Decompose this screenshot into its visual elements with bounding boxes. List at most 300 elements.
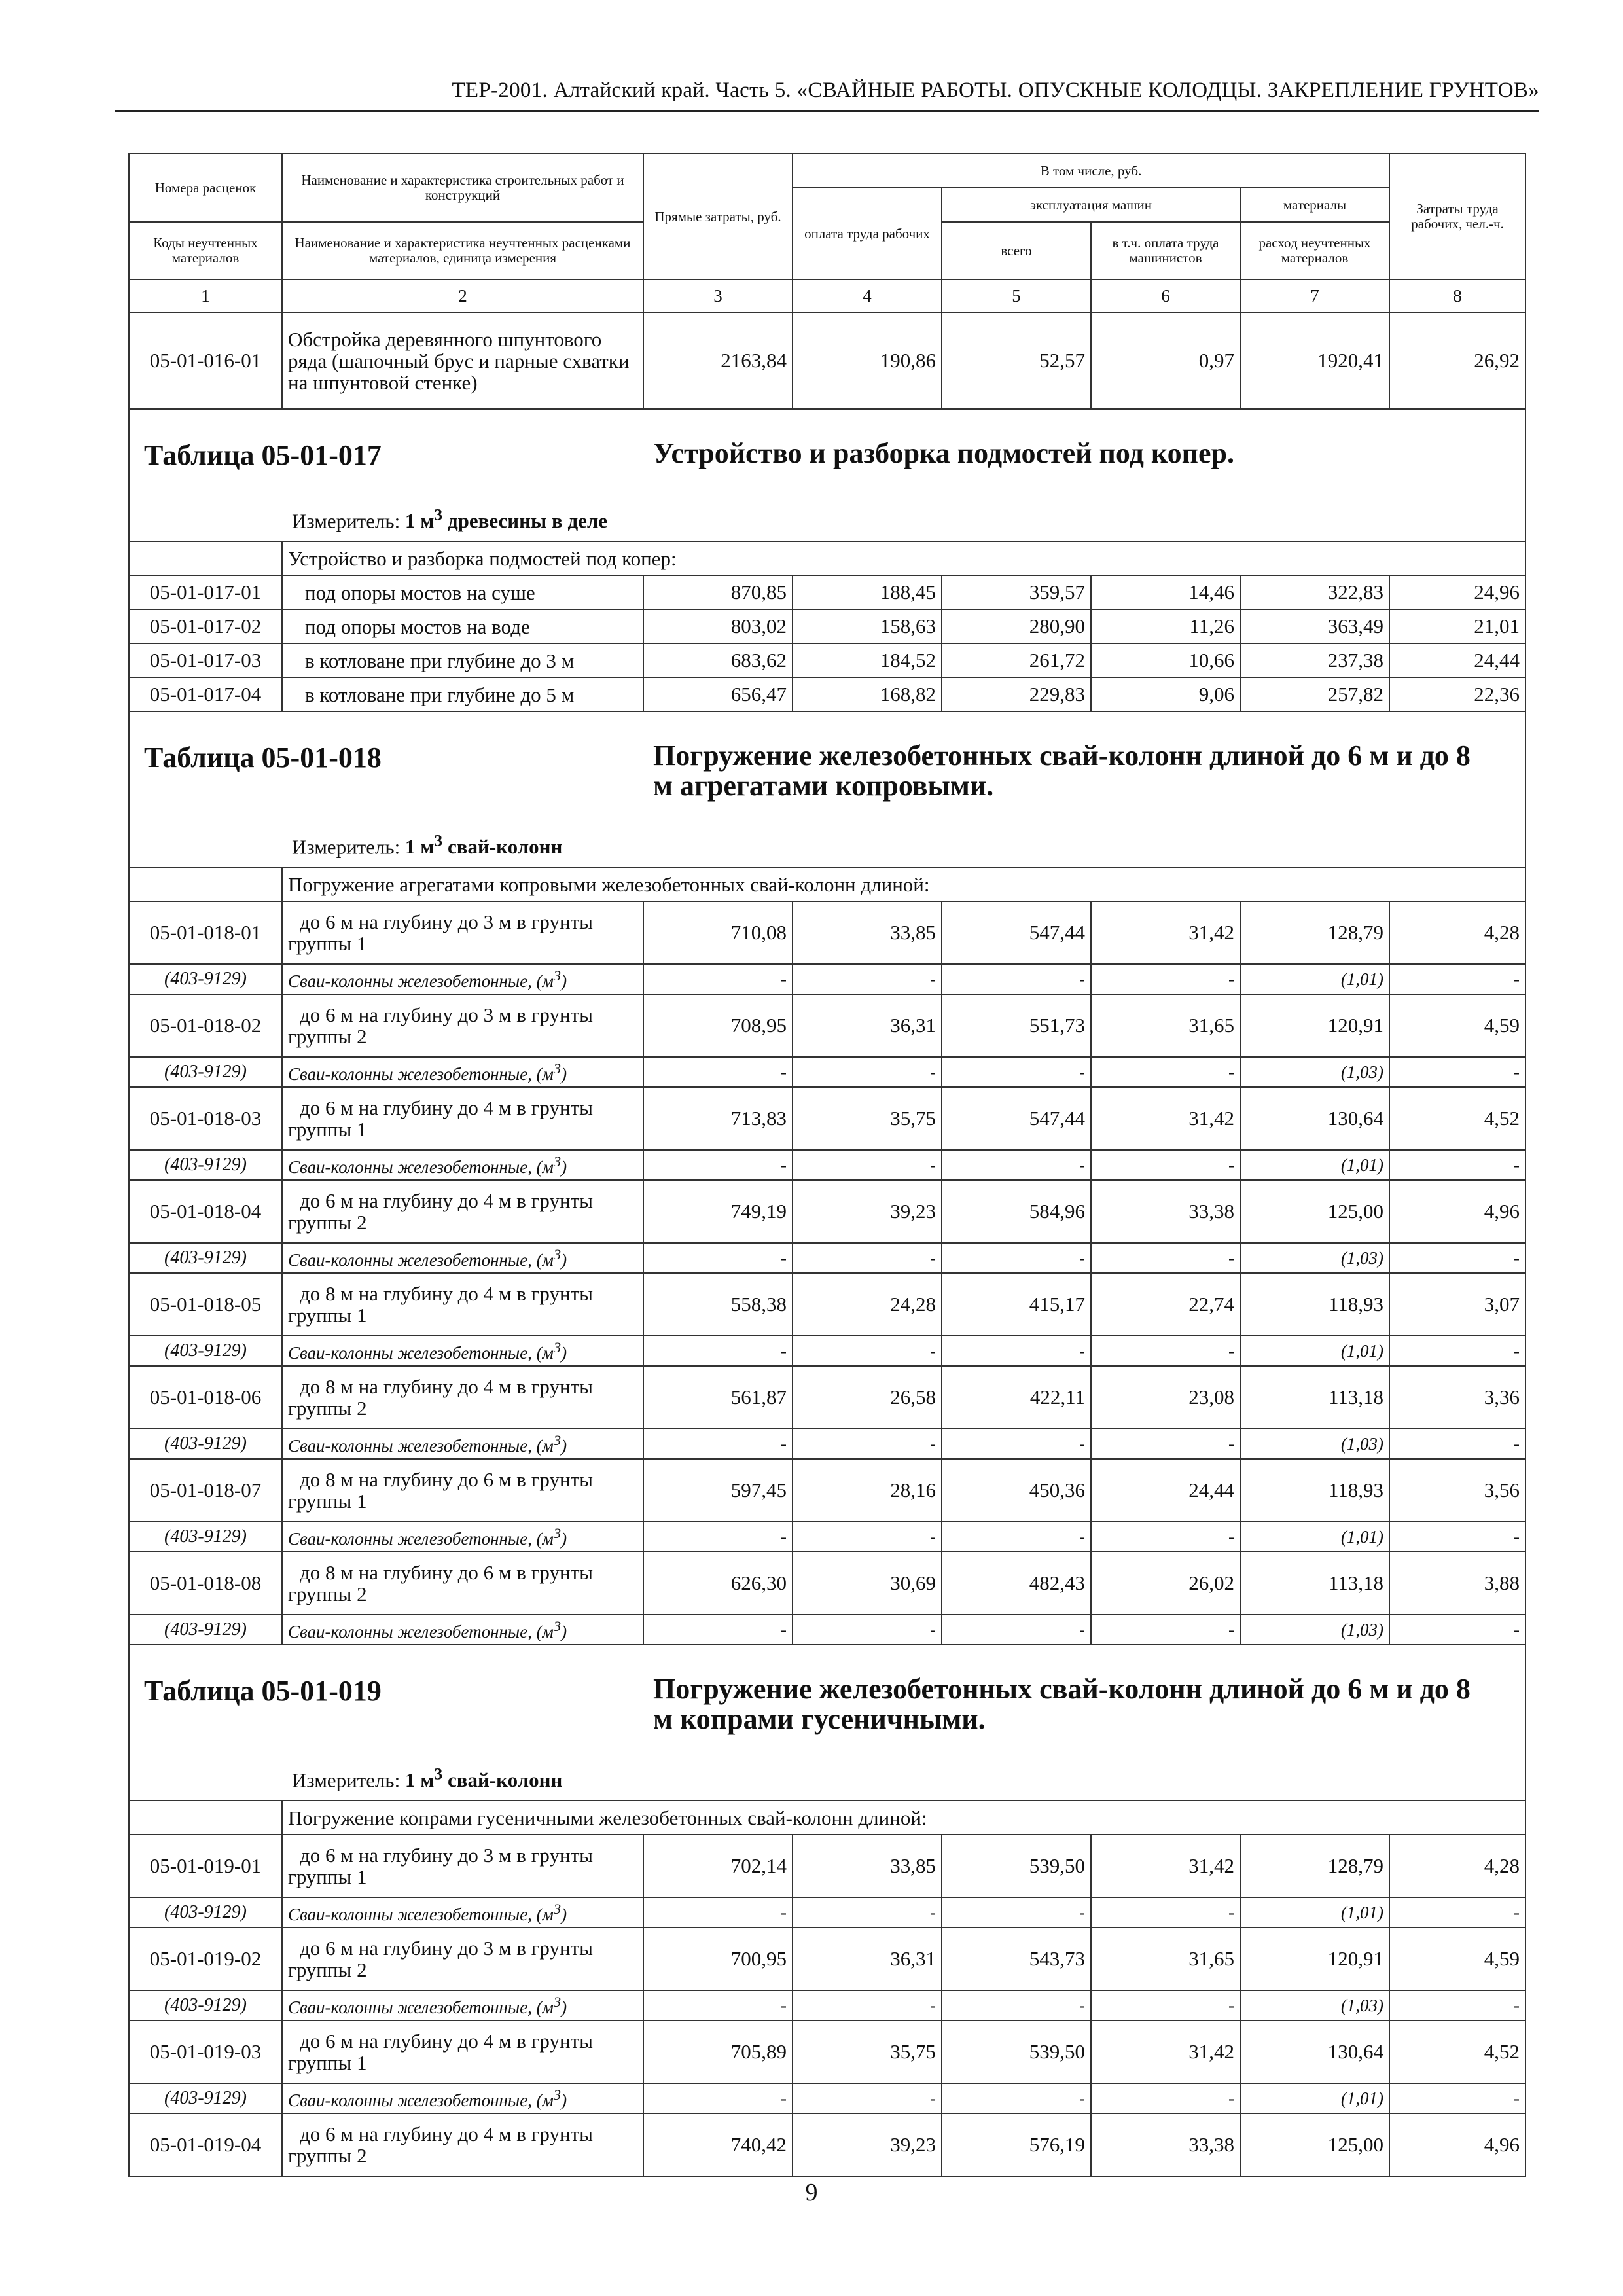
labor-hours: 4,52 bbox=[1389, 1087, 1525, 1150]
rate-code: 05-01-018-01 bbox=[129, 901, 282, 964]
subheading-row bbox=[129, 541, 1525, 575]
machines-operators: 31,42 bbox=[1091, 901, 1240, 964]
rate-name: до 6 м на глубину до 4 м в грунты группы 1 bbox=[282, 2020, 643, 2083]
table-title: Погружение железобетонных свай-колонн длиной до 6 м и до 8 м агрегатами копровыми. bbox=[653, 740, 1471, 802]
material-quantity: (1,03) bbox=[1240, 1243, 1389, 1273]
table-number: Таблица 05-01-018 bbox=[144, 742, 382, 774]
material-dash: - bbox=[1091, 964, 1240, 994]
machines-operators: 23,08 bbox=[1091, 1366, 1240, 1429]
material-unit-exponent: 3 bbox=[553, 1246, 562, 1263]
material-dash: - bbox=[1091, 1336, 1240, 1366]
rate-code: 05-01-016-01 bbox=[129, 312, 282, 409]
column-numbers-row bbox=[129, 279, 1525, 312]
machines-operators: 11,26 bbox=[1091, 609, 1240, 643]
material-dash: - bbox=[942, 1615, 1091, 1645]
col-number: 4 bbox=[793, 279, 942, 312]
labor-pay: 26,58 bbox=[793, 1366, 942, 1429]
material-dash: - bbox=[1389, 1990, 1525, 2020]
material-unit-exponent: 3 bbox=[553, 1060, 562, 1077]
running-head: ТЕР-2001. Алтайский край. Часть 5. «СВАЙНЫЕ РАБОТЫ. ОПУСКНЫЕ КОЛОДЦЫ. ЗАКРЕПЛЕНИЕ ГРУНТОВ» bbox=[115, 71, 1539, 112]
material-dash: - bbox=[1389, 1057, 1525, 1087]
material-dash: - bbox=[942, 1057, 1091, 1087]
material-row bbox=[129, 1990, 1525, 2020]
table-row bbox=[129, 901, 1525, 964]
rate-code: 05-01-018-02 bbox=[129, 994, 282, 1057]
direct-costs: 870,85 bbox=[643, 575, 793, 609]
material-row bbox=[129, 1057, 1525, 1087]
table-row bbox=[129, 575, 1525, 609]
material-unit-close: ) bbox=[561, 1435, 567, 1456]
material-unit-exponent: 3 bbox=[553, 1524, 562, 1541]
table-caption bbox=[129, 409, 1525, 541]
labor-pay: 158,63 bbox=[793, 609, 942, 643]
labor-pay: 36,31 bbox=[793, 1928, 942, 1990]
material-dash: - bbox=[942, 1990, 1091, 2020]
material-dash: - bbox=[1389, 1336, 1525, 1366]
empty-cell bbox=[129, 541, 282, 575]
rate-name: до 8 м на глубину до 6 м в грунты группы 1 bbox=[282, 1459, 643, 1522]
table-title: Погружение железобетонных свай-колонн длиной до 6 м и до 8 м копрами гусеничными. bbox=[653, 1673, 1471, 1735]
material-dash: - bbox=[942, 2083, 1091, 2113]
material-name bbox=[282, 1150, 643, 1180]
material-quantity: (1,01) bbox=[1240, 1897, 1389, 1928]
material-code: (403-9129) bbox=[129, 1150, 282, 1180]
machines-operators: 14,46 bbox=[1091, 575, 1240, 609]
material-quantity: (1,03) bbox=[1240, 1057, 1389, 1087]
material-quantity: (1,01) bbox=[1240, 2083, 1389, 2113]
table-row bbox=[129, 1273, 1525, 1336]
material-dash: - bbox=[793, 1615, 942, 1645]
table-row bbox=[129, 677, 1525, 711]
labor-hours: 4,59 bbox=[1389, 1928, 1525, 1990]
labor-hours: 4,59 bbox=[1389, 994, 1525, 1057]
rate-code: 05-01-018-07 bbox=[129, 1459, 282, 1522]
labor-hours: 24,96 bbox=[1389, 575, 1525, 609]
material-name bbox=[282, 964, 643, 994]
header-including: В том числе, руб. bbox=[793, 154, 1389, 188]
materials: 113,18 bbox=[1240, 1552, 1389, 1615]
material-row bbox=[129, 1336, 1525, 1366]
direct-costs: 700,95 bbox=[643, 1928, 793, 1990]
machines-total: 543,73 bbox=[942, 1928, 1091, 1990]
materials: 118,93 bbox=[1240, 1273, 1389, 1336]
rate-name: в котловане при глубине до 5 м bbox=[282, 677, 643, 711]
table-row bbox=[129, 643, 1525, 677]
machines-operators: 31,65 bbox=[1091, 1928, 1240, 1990]
material-code: (403-9129) bbox=[129, 964, 282, 994]
material-dash: - bbox=[643, 1429, 793, 1459]
material-name-text: Сваи-колонны железобетонные, (м bbox=[288, 971, 554, 991]
machines-total: 229,83 bbox=[942, 677, 1091, 711]
material-dash: - bbox=[793, 1897, 942, 1928]
direct-costs: 740,42 bbox=[643, 2113, 793, 2176]
materials: 322,83 bbox=[1240, 575, 1389, 609]
materials: 237,38 bbox=[1240, 643, 1389, 677]
material-unit-close: ) bbox=[561, 1528, 567, 1549]
table-row bbox=[129, 1928, 1525, 1990]
material-name-text: Сваи-колонны железобетонные, (м bbox=[288, 1342, 554, 1363]
machines-operators: 22,74 bbox=[1091, 1273, 1240, 1336]
rate-name: до 6 м на глубину до 3 м в грунты группы 2 bbox=[282, 994, 643, 1057]
material-dash: - bbox=[1091, 1615, 1240, 1645]
measure-label: Измеритель: bbox=[292, 1768, 401, 1791]
materials: 125,00 bbox=[1240, 1180, 1389, 1243]
material-dash: - bbox=[1091, 1243, 1240, 1273]
materials: 128,79 bbox=[1240, 1835, 1389, 1897]
table-row bbox=[129, 1552, 1525, 1615]
materials: 130,64 bbox=[1240, 2020, 1389, 2083]
labor-hours: 3,56 bbox=[1389, 1459, 1525, 1522]
direct-costs: 597,45 bbox=[643, 1459, 793, 1522]
header-material-codes: Коды неучтенных материалов bbox=[129, 222, 282, 279]
material-name-text: Сваи-колонны железобетонные, (м bbox=[288, 1064, 554, 1084]
machines-total: 422,11 bbox=[942, 1366, 1091, 1429]
labor-pay: 39,23 bbox=[793, 2113, 942, 2176]
material-unit-close: ) bbox=[561, 1997, 567, 2017]
rate-name: под опоры мостов на воде bbox=[282, 609, 643, 643]
material-dash: - bbox=[793, 1429, 942, 1459]
material-code: (403-9129) bbox=[129, 1057, 282, 1087]
machines-total: 450,36 bbox=[942, 1459, 1091, 1522]
machines-total: 547,44 bbox=[942, 901, 1091, 964]
labor-hours: 4,28 bbox=[1389, 1835, 1525, 1897]
labor-hours: 22,36 bbox=[1389, 677, 1525, 711]
material-dash: - bbox=[1389, 1615, 1525, 1645]
material-name bbox=[282, 1990, 643, 2020]
material-name-text: Сваи-колонны железобетонные, (м bbox=[288, 1997, 554, 2017]
table-caption bbox=[129, 1645, 1525, 1801]
labor-pay: 33,85 bbox=[793, 901, 942, 964]
material-dash: - bbox=[643, 1522, 793, 1552]
material-dash: - bbox=[1091, 2083, 1240, 2113]
subheading-row bbox=[129, 867, 1525, 901]
labor-hours: 3,36 bbox=[1389, 1366, 1525, 1429]
material-dash: - bbox=[793, 964, 942, 994]
page-number: 9 bbox=[805, 2179, 818, 2206]
table-row bbox=[129, 1835, 1525, 1897]
labor-hours: 4,96 bbox=[1389, 2113, 1525, 2176]
measure-exponent: 3 bbox=[434, 505, 443, 524]
labor-pay: 33,85 bbox=[793, 1835, 942, 1897]
direct-costs: 803,02 bbox=[643, 609, 793, 643]
material-dash: - bbox=[1389, 1429, 1525, 1459]
materials: 125,00 bbox=[1240, 2113, 1389, 2176]
col-number: 2 bbox=[282, 279, 643, 312]
subheading-row bbox=[129, 1801, 1525, 1835]
material-code: (403-9129) bbox=[129, 1990, 282, 2020]
rate-code: 05-01-018-04 bbox=[129, 1180, 282, 1243]
machines-total: 52,57 bbox=[942, 312, 1091, 409]
machines-total: 261,72 bbox=[942, 643, 1091, 677]
material-quantity: (1,01) bbox=[1240, 1522, 1389, 1552]
material-unit-close: ) bbox=[561, 1904, 567, 1924]
header-machines-total: всего bbox=[942, 222, 1091, 279]
direct-costs: 710,08 bbox=[643, 901, 793, 964]
table-row bbox=[129, 1087, 1525, 1150]
material-code: (403-9129) bbox=[129, 1243, 282, 1273]
material-dash: - bbox=[793, 1990, 942, 2020]
rate-name: в котловане при глубине до 3 м bbox=[282, 643, 643, 677]
direct-costs: 683,62 bbox=[643, 643, 793, 677]
col-number: 8 bbox=[1389, 279, 1525, 312]
machines-operators: 31,65 bbox=[1091, 994, 1240, 1057]
labor-pay: 190,86 bbox=[793, 312, 942, 409]
material-dash: - bbox=[793, 1243, 942, 1273]
measure-object: древесины в деле bbox=[442, 509, 608, 532]
material-row bbox=[129, 964, 1525, 994]
table-measure bbox=[292, 831, 562, 859]
material-dash: - bbox=[1389, 1150, 1525, 1180]
material-dash: - bbox=[643, 1150, 793, 1180]
material-dash: - bbox=[793, 1150, 942, 1180]
table-row bbox=[129, 994, 1525, 1057]
direct-costs: 2163,84 bbox=[643, 312, 793, 409]
direct-costs: 705,89 bbox=[643, 2020, 793, 2083]
materials: 120,91 bbox=[1240, 1928, 1389, 1990]
empty-cell bbox=[129, 867, 282, 901]
col-number: 3 bbox=[643, 279, 793, 312]
machines-total: 539,50 bbox=[942, 1835, 1091, 1897]
col-number: 1 bbox=[129, 279, 282, 312]
rate-name: до 6 м на глубину до 3 м в грунты группы 2 bbox=[282, 1928, 643, 1990]
material-row bbox=[129, 1429, 1525, 1459]
material-dash: - bbox=[942, 1243, 1091, 1273]
header-machines-operators: в т.ч. оплата труда машинистов bbox=[1091, 222, 1240, 279]
material-dash: - bbox=[942, 1897, 1091, 1928]
machines-operators: 31,42 bbox=[1091, 1087, 1240, 1150]
material-quantity: (1,03) bbox=[1240, 1615, 1389, 1645]
labor-hours: 26,92 bbox=[1389, 312, 1525, 409]
table-row bbox=[129, 1366, 1525, 1429]
rate-name: до 8 м на глубину до 6 м в грунты группы 2 bbox=[282, 1552, 643, 1615]
material-quantity: (1,01) bbox=[1240, 964, 1389, 994]
material-dash: - bbox=[942, 1336, 1091, 1366]
rate-code: 05-01-017-04 bbox=[129, 677, 282, 711]
material-row bbox=[129, 1243, 1525, 1273]
material-unit-exponent: 3 bbox=[553, 1153, 562, 1170]
measure-label: Измеритель: bbox=[292, 509, 401, 532]
labor-pay: 39,23 bbox=[793, 1180, 942, 1243]
table-measure bbox=[292, 505, 607, 533]
material-unit-close: ) bbox=[561, 1157, 567, 1177]
material-quantity: (1,01) bbox=[1240, 1336, 1389, 1366]
material-dash: - bbox=[1091, 1522, 1240, 1552]
rate-code: 05-01-018-06 bbox=[129, 1366, 282, 1429]
subheading: Устройство и разборка подмостей под копер: bbox=[282, 541, 1525, 575]
material-dash: - bbox=[643, 1336, 793, 1366]
col-number: 7 bbox=[1240, 279, 1389, 312]
measure-unit: 1 м bbox=[404, 1768, 435, 1791]
material-dash: - bbox=[1389, 1897, 1525, 1928]
machines-operators: 9,06 bbox=[1091, 677, 1240, 711]
materials: 118,93 bbox=[1240, 1459, 1389, 1522]
header-labor-pay: оплата труда рабочих bbox=[793, 188, 942, 279]
material-unit-exponent: 3 bbox=[553, 2086, 562, 2103]
direct-costs: 702,14 bbox=[643, 1835, 793, 1897]
table-row bbox=[129, 312, 1525, 409]
material-dash: - bbox=[1389, 1522, 1525, 1552]
labor-hours: 4,96 bbox=[1389, 1180, 1525, 1243]
header-materials: материалы bbox=[1240, 188, 1389, 222]
material-name bbox=[282, 1522, 643, 1552]
table-header-block bbox=[129, 409, 1525, 541]
materials: 130,64 bbox=[1240, 1087, 1389, 1150]
machines-operators: 31,42 bbox=[1091, 1835, 1240, 1897]
labor-pay: 30,69 bbox=[793, 1552, 942, 1615]
header-labor: Затраты труда рабочих, чел.-ч. bbox=[1389, 154, 1525, 279]
table-number: Таблица 05-01-017 bbox=[144, 439, 382, 471]
material-name-text: Сваи-колонны железобетонные, (м bbox=[288, 2090, 554, 2110]
material-dash: - bbox=[643, 1897, 793, 1928]
material-unit-exponent: 3 bbox=[553, 1431, 562, 1448]
material-name bbox=[282, 1243, 643, 1273]
labor-pay: 36,31 bbox=[793, 994, 942, 1057]
material-code: (403-9129) bbox=[129, 1429, 282, 1459]
material-name-text: Сваи-колонны железобетонные, (м bbox=[288, 1249, 554, 1270]
table-caption bbox=[129, 711, 1525, 867]
material-dash: - bbox=[1091, 1429, 1240, 1459]
material-dash: - bbox=[793, 1522, 942, 1552]
material-name bbox=[282, 1336, 643, 1366]
material-dash: - bbox=[643, 2083, 793, 2113]
material-code: (403-9129) bbox=[129, 1897, 282, 1928]
material-row bbox=[129, 1150, 1525, 1180]
material-dash: - bbox=[643, 1990, 793, 2020]
materials: 128,79 bbox=[1240, 901, 1389, 964]
material-unit-close: ) bbox=[561, 1621, 567, 1641]
material-row bbox=[129, 1522, 1525, 1552]
material-quantity: (1,01) bbox=[1240, 1150, 1389, 1180]
labor-hours: 4,28 bbox=[1389, 901, 1525, 964]
machines-total: 415,17 bbox=[942, 1273, 1091, 1336]
rate-name: до 6 м на глубину до 4 м в грунты группы 2 bbox=[282, 2113, 643, 2176]
machines-total: 359,57 bbox=[942, 575, 1091, 609]
material-dash: - bbox=[793, 2083, 942, 2113]
material-unit-close: ) bbox=[561, 1064, 567, 1084]
material-code: (403-9129) bbox=[129, 1336, 282, 1366]
material-unit-exponent: 3 bbox=[553, 1338, 562, 1355]
measure-unit: 1 м bbox=[404, 835, 435, 858]
materials: 113,18 bbox=[1240, 1366, 1389, 1429]
col-number: 6 bbox=[1091, 279, 1240, 312]
material-dash: - bbox=[643, 1615, 793, 1645]
labor-pay: 168,82 bbox=[793, 677, 942, 711]
table-row bbox=[129, 2113, 1525, 2176]
rate-code: 05-01-017-02 bbox=[129, 609, 282, 643]
rate-name: до 6 м на глубину до 3 м в грунты группы 1 bbox=[282, 901, 643, 964]
labor-hours: 3,88 bbox=[1389, 1552, 1525, 1615]
rate-code: 05-01-018-03 bbox=[129, 1087, 282, 1150]
measure-value bbox=[404, 1764, 563, 1791]
measure-value bbox=[404, 831, 563, 858]
material-name bbox=[282, 1615, 643, 1645]
document-body bbox=[128, 153, 1525, 2177]
header-materials-use: расход неучтенных материалов bbox=[1240, 222, 1389, 279]
machines-operators: 31,42 bbox=[1091, 2020, 1240, 2083]
labor-pay: 188,45 bbox=[793, 575, 942, 609]
material-dash: - bbox=[643, 1243, 793, 1273]
measure-value bbox=[404, 505, 608, 532]
direct-costs: 626,30 bbox=[643, 1552, 793, 1615]
material-unit-close: ) bbox=[561, 1249, 567, 1270]
material-dash: - bbox=[793, 1057, 942, 1087]
machines-total: 539,50 bbox=[942, 2020, 1091, 2083]
material-unit-exponent: 3 bbox=[553, 1993, 562, 2010]
material-dash: - bbox=[1389, 2083, 1525, 2113]
rate-code: 05-01-019-04 bbox=[129, 2113, 282, 2176]
material-dash: - bbox=[643, 964, 793, 994]
machines-operators: 33,38 bbox=[1091, 2113, 1240, 2176]
measure-exponent: 3 bbox=[434, 1764, 443, 1784]
material-unit-close: ) bbox=[561, 1342, 567, 1363]
material-unit-close: ) bbox=[561, 2090, 567, 2110]
labor-pay: 24,28 bbox=[793, 1273, 942, 1336]
material-dash: - bbox=[793, 1336, 942, 1366]
material-name bbox=[282, 1897, 643, 1928]
material-row bbox=[129, 1897, 1525, 1928]
machines-operators: 0,97 bbox=[1091, 312, 1240, 409]
rates-table bbox=[128, 153, 1526, 2177]
machines-operators: 10,66 bbox=[1091, 643, 1240, 677]
material-unit-close: ) bbox=[561, 971, 567, 991]
material-unit-exponent: 3 bbox=[553, 967, 562, 984]
header-name: Наименование и характеристика строительных работ и конструкций bbox=[282, 154, 643, 222]
material-name bbox=[282, 1057, 643, 1087]
material-dash: - bbox=[942, 1522, 1091, 1552]
material-dash: - bbox=[1091, 1057, 1240, 1087]
table-header-block bbox=[129, 711, 1525, 867]
machines-total: 280,90 bbox=[942, 609, 1091, 643]
machines-operators: 26,02 bbox=[1091, 1552, 1240, 1615]
labor-pay: 184,52 bbox=[793, 643, 942, 677]
table-row bbox=[129, 1459, 1525, 1522]
direct-costs: 713,83 bbox=[643, 1087, 793, 1150]
subheading: Погружение агрегатами копровыми железобетонных свай-колонн длиной: bbox=[282, 867, 1525, 901]
material-row bbox=[129, 2083, 1525, 2113]
machines-total: 584,96 bbox=[942, 1180, 1091, 1243]
rate-code: 05-01-019-01 bbox=[129, 1835, 282, 1897]
material-name bbox=[282, 1429, 643, 1459]
material-code: (403-9129) bbox=[129, 1522, 282, 1552]
material-dash: - bbox=[942, 1429, 1091, 1459]
measure-exponent: 3 bbox=[434, 831, 443, 850]
material-dash: - bbox=[1389, 964, 1525, 994]
rate-code: 05-01-019-03 bbox=[129, 2020, 282, 2083]
direct-costs: 749,19 bbox=[643, 1180, 793, 1243]
material-dash: - bbox=[942, 1150, 1091, 1180]
labor-pay: 35,75 bbox=[793, 1087, 942, 1150]
direct-costs: 561,87 bbox=[643, 1366, 793, 1429]
col-number: 5 bbox=[942, 279, 1091, 312]
rate-name: под опоры мостов на суше bbox=[282, 575, 643, 609]
table-row bbox=[129, 1180, 1525, 1243]
direct-costs: 656,47 bbox=[643, 677, 793, 711]
material-dash: - bbox=[1091, 1897, 1240, 1928]
rate-code: 05-01-018-08 bbox=[129, 1552, 282, 1615]
labor-hours: 21,01 bbox=[1389, 609, 1525, 643]
machines-total: 551,73 bbox=[942, 994, 1091, 1057]
header-machines: эксплуатация машин bbox=[942, 188, 1240, 222]
material-dash: - bbox=[1091, 1990, 1240, 2020]
material-quantity: (1,03) bbox=[1240, 1429, 1389, 1459]
header-codes: Номера расценок bbox=[129, 154, 282, 222]
labor-hours: 24,44 bbox=[1389, 643, 1525, 677]
material-dash: - bbox=[1389, 1243, 1525, 1273]
material-name-text: Сваи-колонны железобетонные, (м bbox=[288, 1621, 554, 1641]
material-name-text: Сваи-колонны железобетонные, (м bbox=[288, 1157, 554, 1177]
rate-name: до 8 м на глубину до 4 м в грунты группы 1 bbox=[282, 1273, 643, 1336]
header-material-name: Наименование и характеристика неучтенных расценками материалов, единица измерения bbox=[282, 222, 643, 279]
